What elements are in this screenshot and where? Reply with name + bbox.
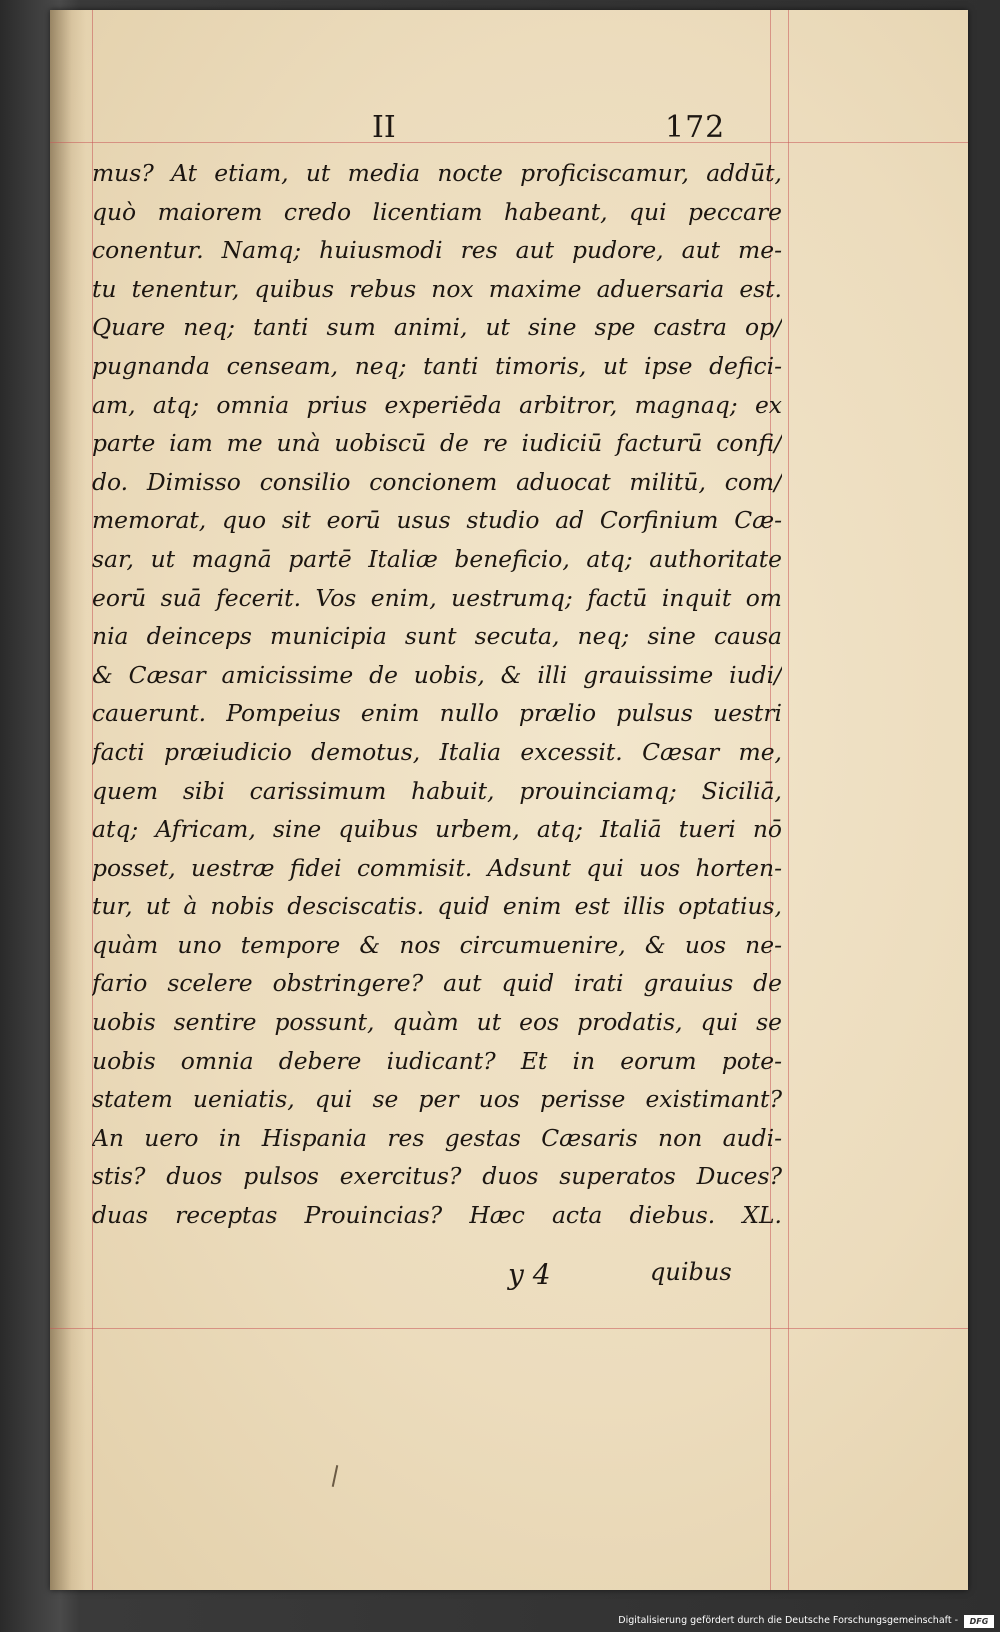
page-gutter-shadow [50,10,86,1590]
text-line: nia deinceps municipia sunt secuta, neq; sine causa [92,622,782,651]
text-line: mus? At etiam, ut media nocte proficiscamur, addūt, [92,159,782,187]
dfg-logo: DFG [964,1615,994,1628]
digitization-credit: Digitalisierung gefördert durch die Deutsche Forschungsgemeinschaft - [618,1615,958,1626]
text-line: am, atq; omnia prius experiēda arbitror, magnaq; ex [92,390,782,419]
signature-mark: y 4 [508,1258,551,1291]
text-line: uobis sentire possunt, quàm ut eos prodatis, qui se [92,1008,782,1037]
text-line: do. Dimisso consilio concionem aduocat militū, com/ [92,467,782,496]
stray-pen-mark [332,1465,339,1487]
text-line: eorū suā fecerit. Vos enim, uestrumq; factū inquit om [92,583,782,612]
text-line: stis? duos pulsos exercitus? duos superatos Duces? [92,1162,782,1191]
text-line: uobis omnia debere iudicant? Et in eorum pote- [92,1046,782,1075]
text-line: duas receptas Prouincias? Hæc acta diebus. XL. [92,1201,782,1230]
text-line: An uero in Hispania res gestas Cæsaris non audi- [92,1123,782,1152]
running-head-mark: II [372,110,396,145]
ruling-line-outer [788,10,789,1590]
running-head [50,110,968,146]
book-page [50,10,968,1590]
catchword: quibus [650,1258,732,1286]
text-line: memorat, quo sit eorū usus studio ad Corfinium Cæ- [92,506,782,535]
text-line: Quare neq; tanti sum animi, ut sine spe castra op/ [92,313,782,342]
text-line: quem sibi carissimum habuit, prouinciamq; Siciliā, [92,776,782,805]
page-footer [50,1258,968,1298]
text-line: atq; Africam, sine quibus urbem, atq; Italiā tueri nō [92,815,782,844]
text-line: statem ueniatis, qui se per uos perisse existimant? [92,1085,782,1114]
ruling-line-bottom [50,1328,968,1329]
text-line: parte iam me unà uobiscū de re iudiciū facturū confi/ [92,429,782,458]
text-line: cauerunt. Pompeius enim nullo prælio pulsus uestri [92,699,782,728]
text-line: facti præiudicio demotus, Italia excessit. Cæsar me, [92,737,782,766]
text-line: fario scelere obstringere? aut quid irati grauius de [92,969,782,998]
text-line: posset, uestræ fidei commisit. Adsunt qui uos horten- [92,853,782,882]
text-line: quàm uno tempore & nos circumuenire, & uos ne- [92,930,782,959]
text-line: tu tenentur, quibus rebus nox maxime aduersaria est. [92,274,782,303]
folio-number: 172 [665,110,726,145]
text-line: quò maiorem credo licentiam habeant, qui peccare [92,197,782,226]
text-line: sar, ut magnā partē Italiæ beneficio, atq; authoritate [92,544,782,573]
text-line: tur, ut à nobis desciscatis. quid enim est illis optatius, [92,892,782,921]
text-block [92,154,782,1235]
text-line: conentur. Namq; huiusmodi res aut pudore, aut me- [92,236,782,265]
text-line: pugnanda censeam, neq; tanti timoris, ut ipse defici- [92,351,782,380]
text-line: & Cæsar amicissime de uobis, & illi grauissime iudi/ [92,660,782,689]
